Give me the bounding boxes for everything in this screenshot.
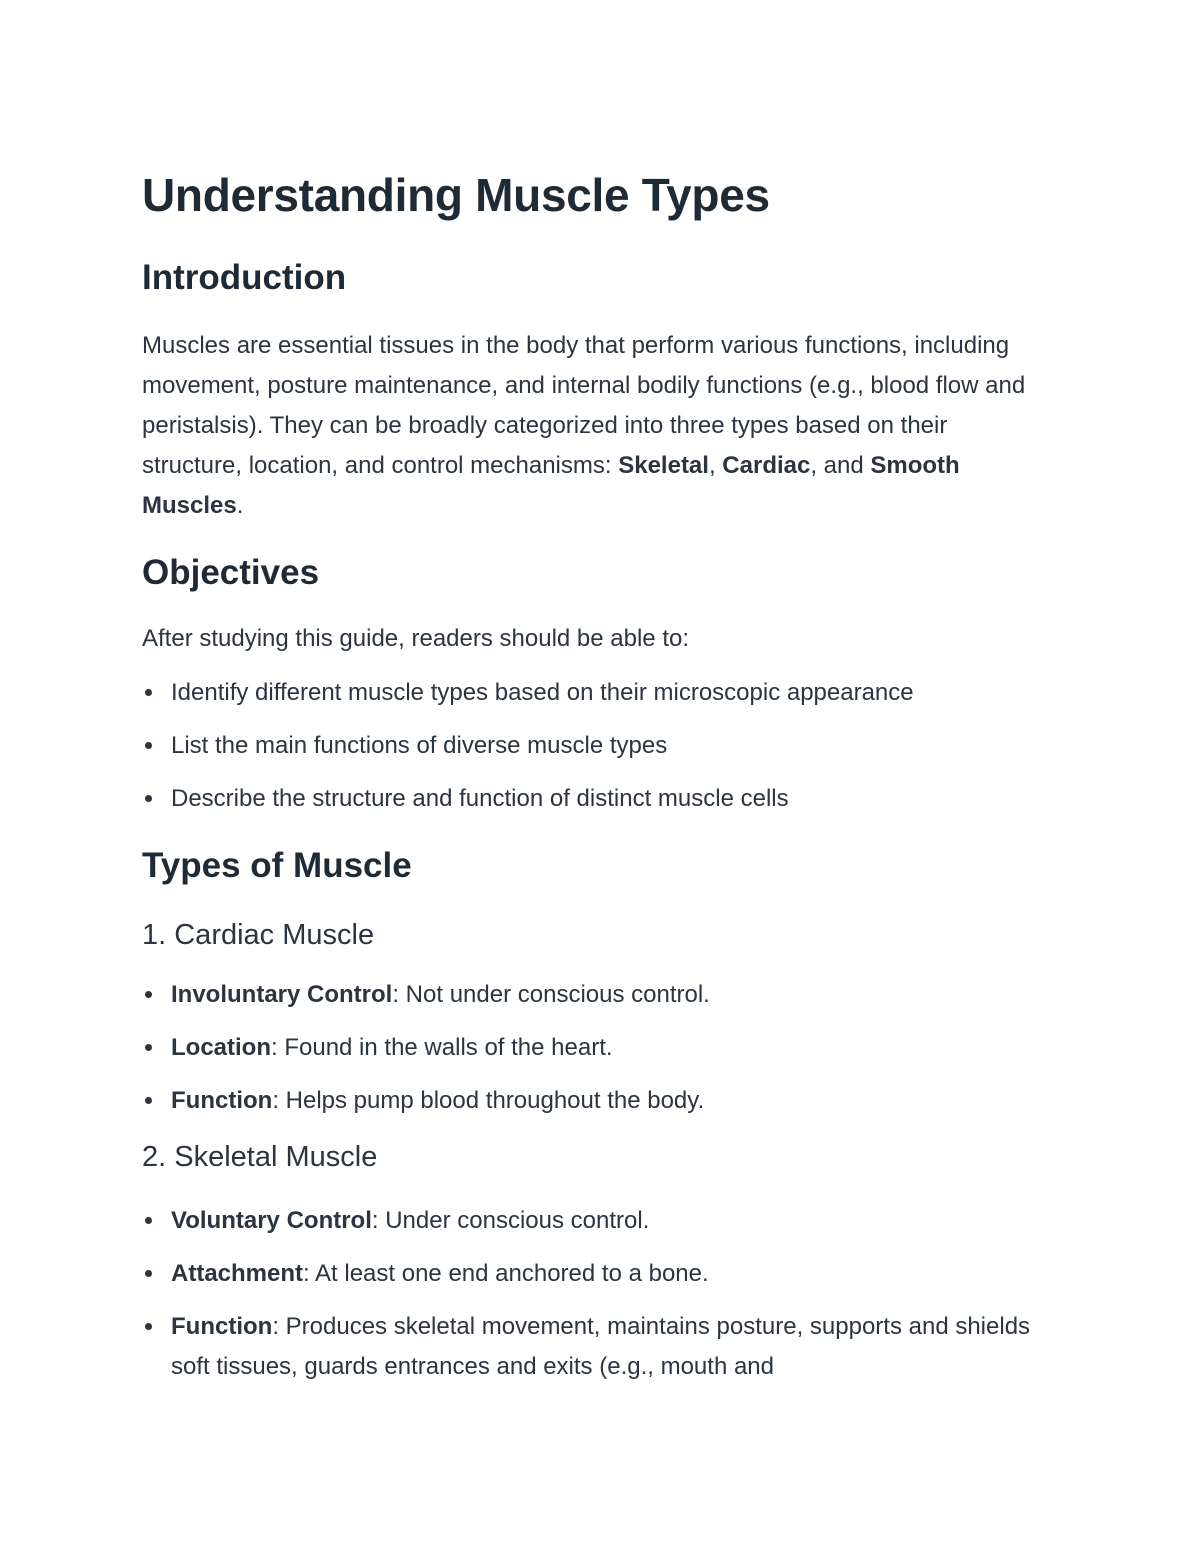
item-key: Attachment	[171, 1260, 304, 1287]
list-item: Describe the structure and function of distinct muscle cells	[142, 779, 1052, 819]
list-item	[142, 1081, 1052, 1121]
intro-separator: , and	[810, 452, 871, 479]
intro-type-smooth: Smooth Muscles	[142, 452, 960, 519]
item-value: : Found in the walls of the heart.	[271, 1034, 613, 1061]
list-item: Identify different muscle types based on their microscopic appearance	[142, 673, 1052, 713]
skeletal-heading: 2. Skeletal Muscle	[142, 1141, 378, 1173]
item-value: : Helps pump blood throughout the body.	[272, 1087, 705, 1114]
item-key: Involuntary Control	[171, 981, 393, 1008]
item-key: Function	[171, 1313, 273, 1340]
objectives-list	[142, 673, 1052, 832]
list-item: List the main functions of diverse muscle types	[142, 726, 1052, 766]
list-item	[142, 1028, 1052, 1068]
intro-end: .	[236, 492, 244, 519]
item-value: : Not under conscious control.	[392, 981, 710, 1008]
list-item	[142, 1307, 1052, 1387]
intro-heading: Introduction	[142, 258, 347, 297]
objectives-lead: After studying this guide, readers should be able to:	[142, 625, 690, 652]
item-value: : Produces skeletal movement, maintains posture, supports and shields soft tissues, guards entrances and exits (e.g., mouth and	[171, 1313, 1031, 1380]
item-key: Location	[171, 1034, 271, 1061]
intro-text: Muscles are essential tissues in the body that perform various functions, including movement, posture maintenance, and internal bodily functions (e.g., blood flow and peristalsis). They can be broadly categorized into three types based on their structure, location, and control mechanisms:	[142, 332, 1026, 479]
intro-type-cardiac: Cardiac	[722, 452, 811, 479]
item-key: Voluntary Control	[171, 1207, 372, 1234]
intro-separator: ,	[708, 452, 723, 479]
list-item	[142, 1201, 1052, 1241]
item-value: : Under conscious control.	[371, 1207, 650, 1234]
intro-paragraph	[142, 326, 1042, 526]
skeletal-list	[142, 1201, 1052, 1400]
types-heading: Types of Muscle	[142, 846, 412, 885]
page-title: Understanding Muscle Types	[142, 169, 770, 221]
intro-type-skeletal: Skeletal	[618, 452, 709, 479]
objectives-heading: Objectives	[142, 553, 320, 592]
item-value: : At least one end anchored to a bone.	[303, 1260, 709, 1287]
list-item	[142, 1254, 1052, 1294]
cardiac-heading: 1. Cardiac Muscle	[142, 919, 375, 951]
item-key: Function	[171, 1087, 273, 1114]
list-item	[142, 975, 1052, 1015]
cardiac-list	[142, 975, 1052, 1134]
